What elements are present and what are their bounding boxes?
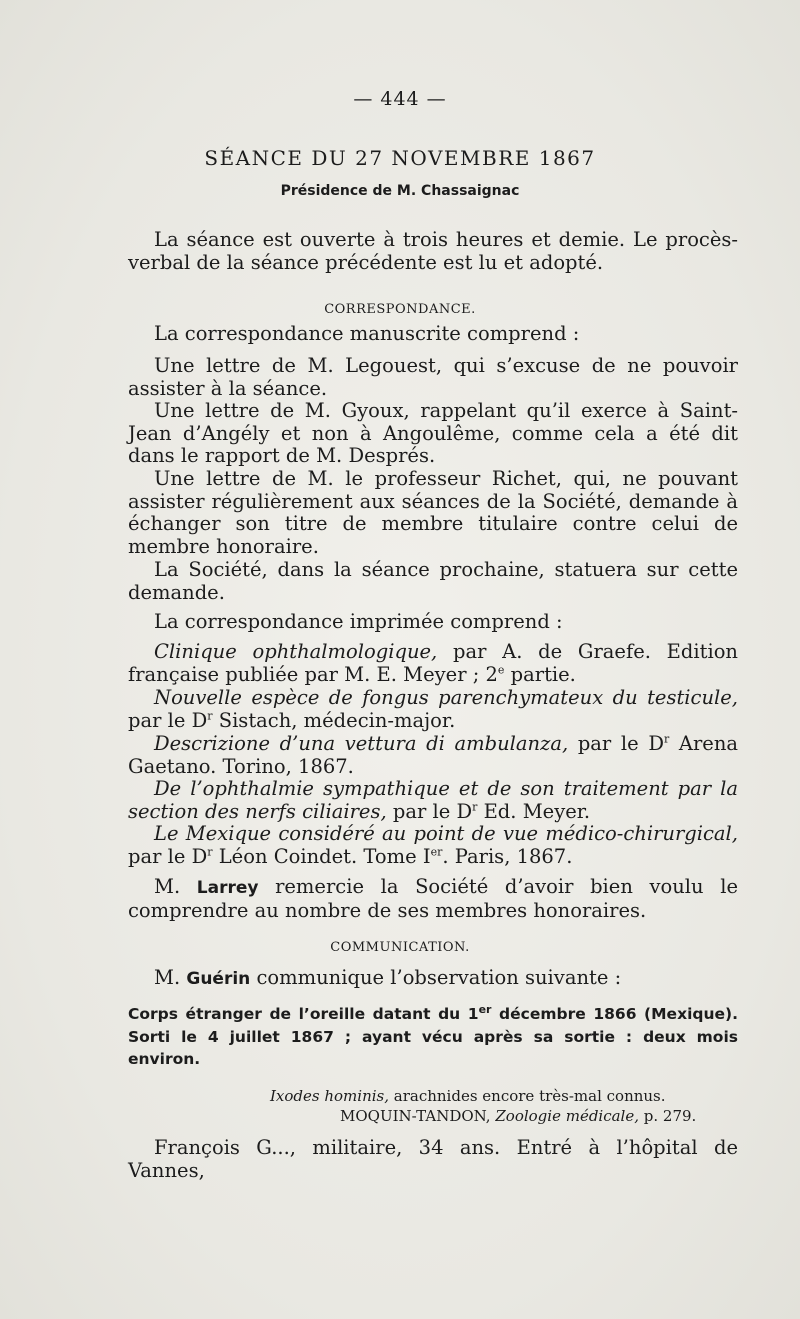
work-details: par le D (568, 732, 664, 755)
work-details-end: partie. (504, 662, 576, 686)
larrey-prefix: M. (154, 875, 181, 898)
work-graefe (128, 641, 738, 686)
societe-decision: La Société, dans la séance prochaine, statuera sur cette demande. (128, 558, 738, 604)
guerin-text: communique l’observation suivante : (250, 966, 622, 989)
epigraph-page: p. 279. (639, 1107, 697, 1125)
letter-legouest: Une lettre de M. Legouest, qui s’excuse de ne pouvoir assister à la séance. (128, 354, 738, 400)
last-line: François G..., militaire, 34 ans. Entré à l’hôpital de Vannes, (128, 1136, 738, 1182)
work-title: Le Mexique considéré au point de vue médico-chirurgical, (154, 822, 738, 845)
opening-line-1: La séance est ouverte à trois heures et demie. Le procès- (154, 228, 738, 251)
opening-paragraph (128, 229, 738, 274)
work-superscript: r (207, 709, 213, 723)
guerin-prefix: M. (154, 966, 181, 989)
opening-line-2: verbal de la séance précédente est lu et adopté. (128, 250, 604, 274)
work-superscript: r (472, 800, 478, 814)
work-title: Clinique ophthalmologique, (154, 640, 438, 663)
work-meyer (128, 778, 738, 823)
letter-richet: Une lettre de M. le professeur Richet, qui, ne pouvant assister régulièrement aux séances de la Société, demande à échanger son titre de membre titulaire contre celui de membre honoraire. (128, 467, 738, 558)
presidence-line: Présidence de M. Chassaignac (280, 183, 520, 199)
work-superscript: r (207, 845, 213, 859)
epigraph (270, 1086, 720, 1126)
epigraph-author: MOQUIN-TANDON, (340, 1107, 491, 1125)
larrey-text: remercie la Société d’avoir bien voulu le comprendre au nombre de ses membres honoraires. (128, 875, 738, 922)
work-title: Descrizione d’una vettura di ambulanza, (154, 732, 569, 755)
seance-title: SÉANCE DU 27 NOVEMBRE 1867 (204, 146, 596, 170)
work-coindet (128, 823, 738, 868)
work-details-end: Arena Gaetano. Torino, 1867. (128, 732, 739, 778)
observation-title (128, 1003, 738, 1071)
work-details: par le D (128, 708, 208, 732)
work-details: par A. de Graefe. Edition française publiée par M. E. Meyer ; 2 (128, 640, 738, 686)
guerin-paragraph (128, 967, 738, 991)
work-details-end: Sistach, médecin-major. (212, 708, 456, 732)
epigraph-line-1 (270, 1086, 720, 1106)
imprimee-intro: La correspondance imprimée comprend : (154, 610, 563, 633)
work-superscript: e (497, 663, 505, 677)
work-details-end: . Paris, 1867. (442, 844, 573, 868)
work-title: De l’ophthalmie sympathique et de son traitement par la section des nerfs ciliaires, (128, 777, 738, 823)
communication-heading: COMMUNICATION. (330, 940, 470, 955)
letter-gyoux: Une lettre de M. Gyoux, rappelant qu’il exerce à Saint-Jean d’Angély et non à Angoulême, comme cela a été dit dans le rapport de M. Després. (128, 399, 738, 468)
observation-title-end: décembre 1866 (Mexique). Sorti le 4 juillet 1867 ; ayant vécu après sa sortie : deux mois environ. (128, 1005, 738, 1068)
work-arena (128, 733, 738, 778)
work-superscript-2: er (430, 845, 443, 859)
work-sistach (128, 687, 738, 732)
correspondance-heading: CORRESPONDANCE. (324, 302, 476, 317)
work-title: Nouvelle espèce de fongus parenchymateux du testicule, (154, 686, 738, 709)
page-number: — 444 — (353, 88, 447, 110)
work-superscript: r (663, 732, 670, 746)
observation-superscript: er (478, 1002, 492, 1016)
guerin-name: Guérin (186, 969, 251, 989)
epigraph-attribution (270, 1106, 720, 1126)
correspondance-intro: La correspondance manuscrite comprend : (154, 322, 580, 345)
work-details-end: Ed. Meyer. (477, 799, 591, 823)
work-details: par le D (386, 799, 473, 823)
larrey-name: Larrey (196, 878, 259, 898)
epigraph-book: Zoologie médicale, (490, 1107, 640, 1125)
epigraph-species: Ixodes hominis, (270, 1087, 389, 1105)
work-details-mid: Léon Coindet. Tome I (212, 844, 431, 868)
work-details: par le D (128, 844, 208, 868)
observation-title-start: Corps étranger de l’oreille datant du 1 (128, 1005, 479, 1023)
larrey-paragraph (128, 876, 738, 922)
epigraph-text: arachnides encore très-mal connus. (389, 1087, 666, 1105)
